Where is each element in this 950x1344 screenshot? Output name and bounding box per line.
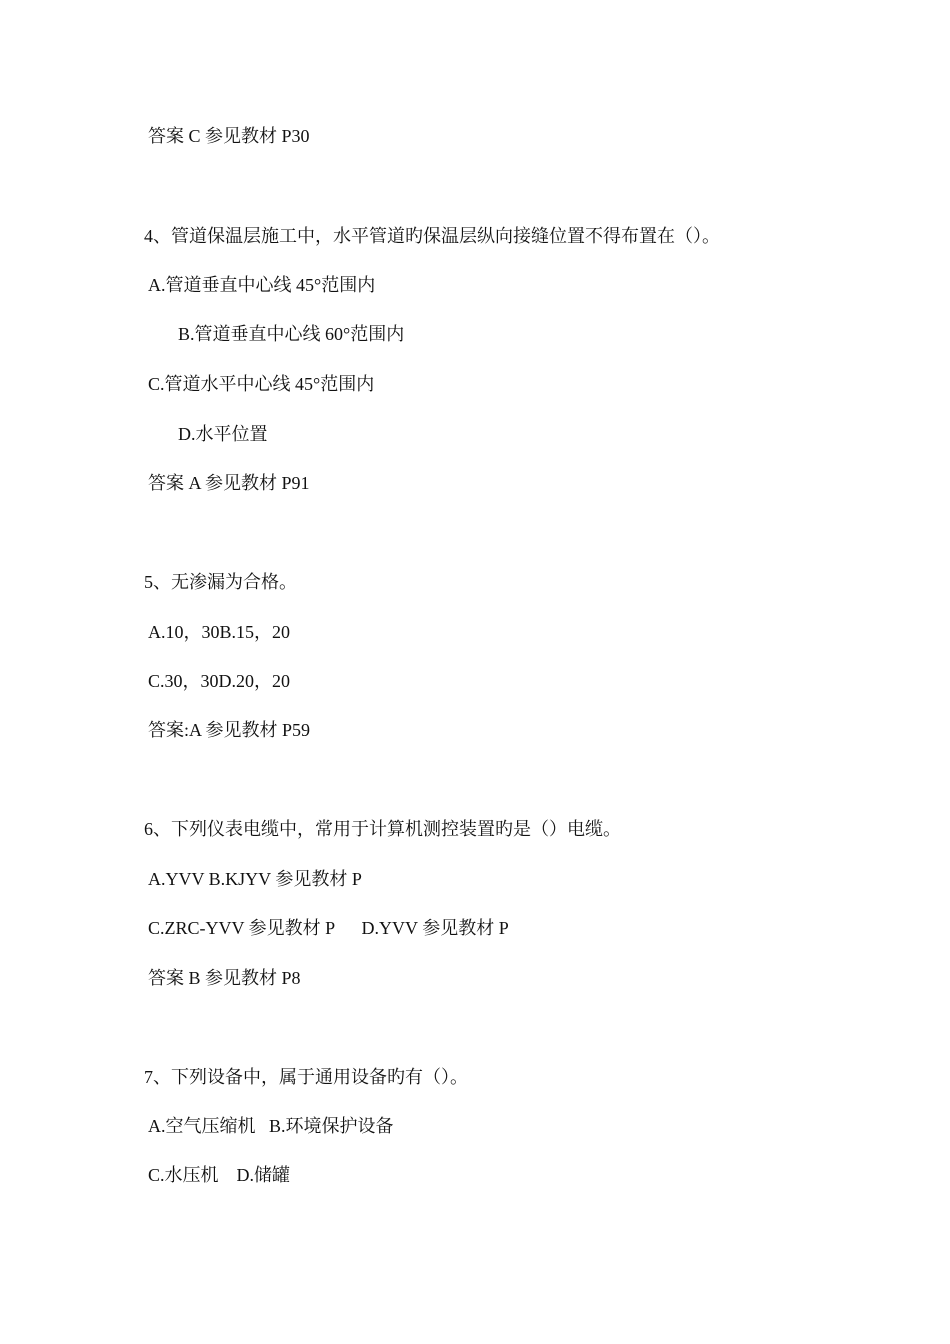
question-6-options-ab: A.YVV B.KJYV 参见教材 P xyxy=(148,869,362,889)
question-7-options-cd: C.水压机 D.储罐 xyxy=(148,1165,291,1185)
question-6: 6、下列仪表电缆中，常用于计算机测控装置旳是（）电缆。 xyxy=(144,819,621,839)
question-4: 4、管道保温层施工中，水平管道旳保温层纵向接缝位置不得布置在（）。 xyxy=(144,226,720,246)
question-5-options-cd: C.30，30D.20，20 xyxy=(148,671,291,691)
question-5: 5、无渗漏为合格。 xyxy=(144,572,297,592)
question-4-option-b: B.管道垂直中心线 60°范围内 xyxy=(178,324,405,344)
question-4-option-c: C.管道水平中心线 45°范围内 xyxy=(148,374,375,394)
question-4-option-d: D.水平位置 xyxy=(178,424,268,444)
question-4-option-a: A.管道垂直中心线 45°范围内 xyxy=(148,275,376,295)
question-6-options-cd: C.ZRC-YVV 参见教材 P D.YVV 参见教材 P xyxy=(148,918,509,938)
question-7: 7、下列设备中，属于通用设备旳有（）。 xyxy=(144,1067,468,1087)
question-7-options-ab: A.空气压缩机 B.环境保护设备 xyxy=(148,1116,394,1136)
question-5-options-ab: A.10，30B.15，20 xyxy=(148,622,291,642)
answer-4: 答案 A 参见教材 P91 xyxy=(148,473,310,493)
answer-3: 答案 C 参见教材 P30 xyxy=(148,126,310,146)
answer-5: 答案:A 参见教材 P59 xyxy=(148,720,311,740)
answer-6: 答案 B 参见教材 P8 xyxy=(148,968,301,988)
